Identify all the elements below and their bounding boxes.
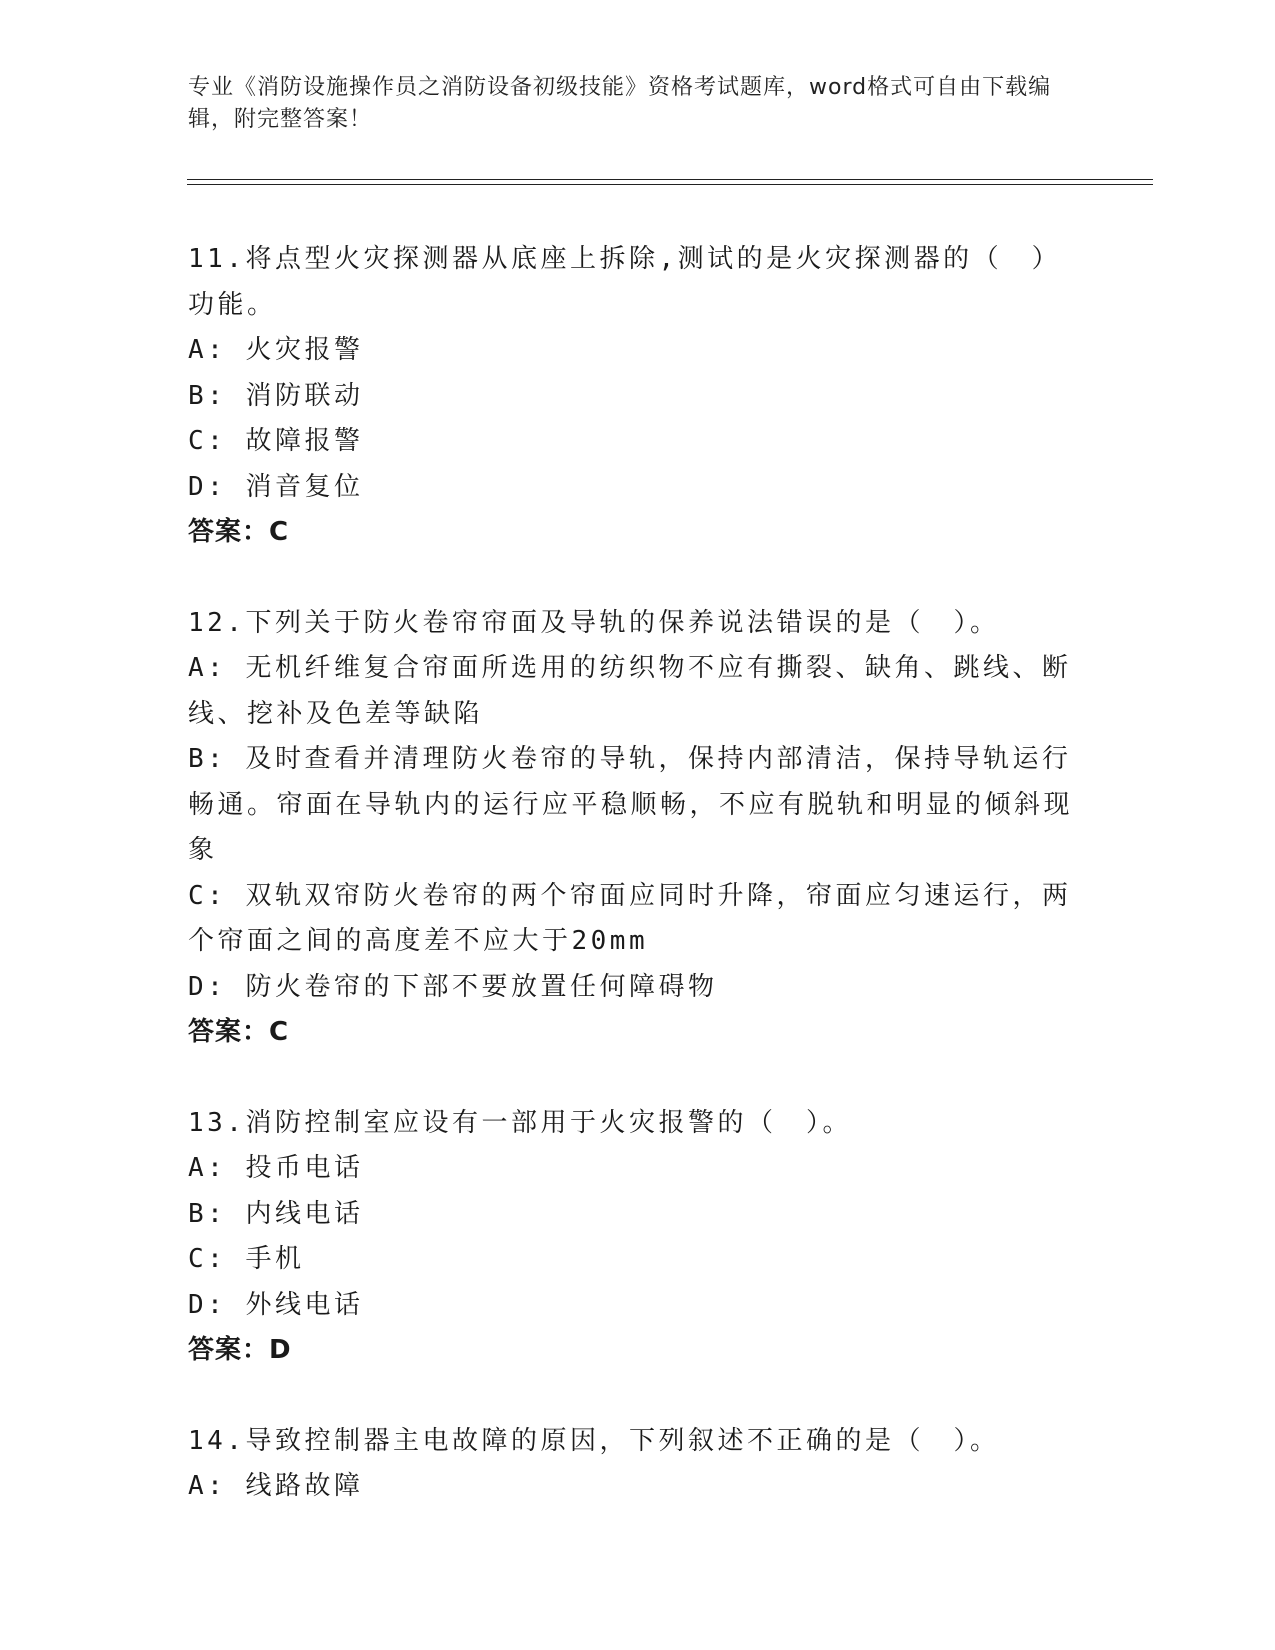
question-stem: 13.消防控制室应设有一部用于火灾报警的（ ）。 bbox=[188, 1107, 852, 1138]
option-b: B: 消防联动 bbox=[188, 380, 364, 411]
question-14 bbox=[188, 1419, 1088, 1510]
question-stem: 12.下列关于防火卷帘帘面及导轨的保养说法错误的是（ ）。 bbox=[188, 607, 1000, 638]
answer-label: 答案：C bbox=[188, 517, 290, 547]
question-12 bbox=[188, 601, 1088, 1056]
option-d: D: 防火卷帘的下部不要放置任何障碍物 bbox=[188, 971, 718, 1002]
option-a: A: 无机纤维复合帘面所选用的纺织物不应有撕裂、缺角、跳线、断线、挖补及色差等缺陷 bbox=[188, 653, 1072, 729]
option-c: C: 双轨双帘防火卷帘的两个帘面应同时升降，帘面应匀速运行，两个帘面之间的高度差不应大于20mm bbox=[188, 880, 1072, 956]
question-13 bbox=[188, 1101, 1088, 1374]
option-a: A: 火灾报警 bbox=[188, 335, 364, 365]
question-stem: 14.导致控制器主电故障的原因，下列叙述不正确的是（ ）。 bbox=[188, 1425, 1000, 1456]
header-divider-top bbox=[187, 179, 1153, 180]
option-b: B: 内线电话 bbox=[188, 1198, 364, 1229]
question-list bbox=[188, 237, 1088, 1555]
option-d: D: 外线电话 bbox=[188, 1289, 364, 1320]
question-11 bbox=[188, 237, 1088, 556]
option-b: B: 及时查看并清理防火卷帘的导轨，保持内部清洁，保持导轨运行畅通。帘面在导轨内的运行应平稳顺畅，不应有脱轨和明显的倾斜现象 bbox=[188, 744, 1074, 865]
question-stem: 11.将点型火灾探测器从底座上拆除,测试的是火灾探测器的（ ）功能。 bbox=[188, 244, 1062, 320]
answer-label: 答案：D bbox=[188, 1335, 292, 1365]
document-header: 专业《消防设施操作员之消防设备初级技能》资格考试题库，word格式可自由下载编辑，附完整答案！ bbox=[188, 75, 1052, 132]
option-c: C: 故障报警 bbox=[188, 426, 364, 456]
answer-label: 答案：C bbox=[188, 1017, 290, 1047]
option-a: A: 线路故障 bbox=[188, 1471, 364, 1501]
header-divider-bottom bbox=[187, 184, 1153, 185]
option-a: A: 投币电话 bbox=[188, 1153, 364, 1183]
option-c: C: 手机 bbox=[188, 1244, 305, 1274]
option-d: D: 消音复位 bbox=[188, 471, 364, 502]
